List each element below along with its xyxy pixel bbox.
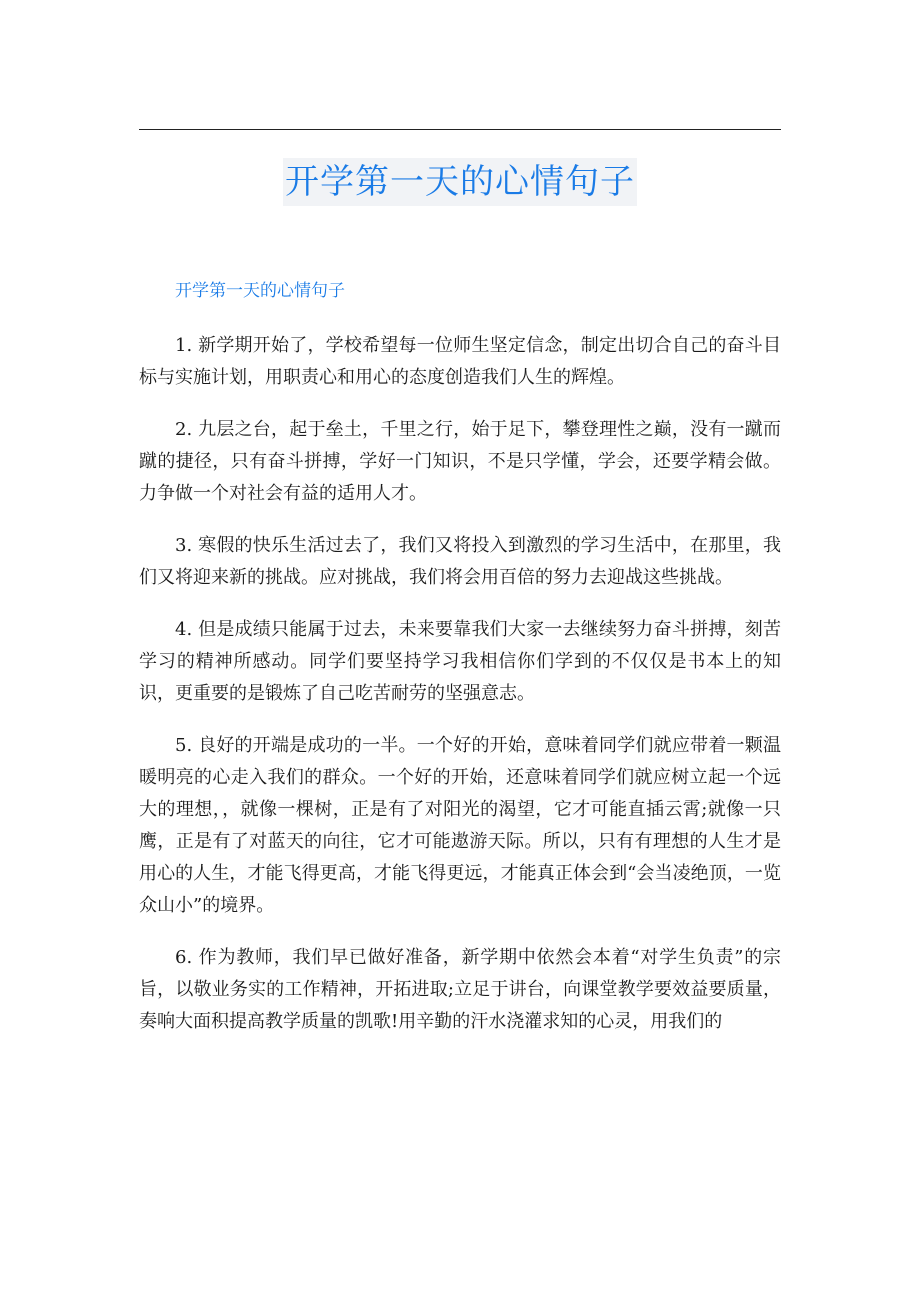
- paragraph-1: 1. 新学期开始了，学校希望每一位师生坚定信念，制定出切合自己的奋斗目标与实施计划，用职责心和用心的态度创造我们人生的辉煌。: [139, 335, 781, 388]
- paragraph-5: 5. 良好的开端是成功的一半。一个好的开始，意味着同学们就应带着一颗温暖明亮的心走入我们的群众。一个好的开始，还意味着同学们就应树立起一个远大的理想，，就像一棵树，正是有了对阳光的渴望，它才可能直插云霄;就像一只鹰，正是有了对蓝天的向往，它才可能遨游天际。所以，只有有理想的人生才是用心的人生，才能飞得更高，才能飞得更远，才能真正体会到“会当凌绝顶，一览众山小”的境界。: [139, 735, 781, 916]
- paragraph-6: 6. 作为教师，我们早已做好准备，新学期中依然会本着“对学生负责”的宗旨，以敬业务实的工作精神，开拓进取;立足于讲台，向课堂教学要效益要质量，奏响大面积提高教学质量的凯歌!用辛勤的汗水浇灌求知的心灵，用我们的: [139, 947, 781, 1032]
- header-rule: [139, 129, 781, 130]
- paragraph-2: 2. 九层之台，起于垒土，千里之行，始于足下，攀登理性之巅，没有一蹴而蹴的捷径，只有奋斗拼搏，学好一门知识，不是只学懂，学会，还要学精会做。力争做一个对社会有益的适用人才。: [139, 419, 781, 504]
- document-body: [139, 330, 781, 1058]
- section-heading: 开学第一天的心情句子: [175, 281, 345, 301]
- document-title: 开学第一天的心情句子: [283, 158, 637, 206]
- paragraph-4: 4. 但是成绩只能属于过去，未来要靠我们大家一去继续努力奋斗拼搏，刻苦学习的精神所感动。同学们要坚持学习我相信你们学到的不仅仅是书本上的知识，更重要的是锻炼了自己吃苦耐劳的坚强意志。: [139, 619, 781, 704]
- paragraph-3: 3. 寒假的快乐生活过去了，我们又将投入到激烈的学习生活中，在那里，我们又将迎来新的挑战。应对挑战，我们将会用百倍的努力去迎战这些挑战。: [139, 535, 781, 588]
- title-container: [0, 158, 920, 206]
